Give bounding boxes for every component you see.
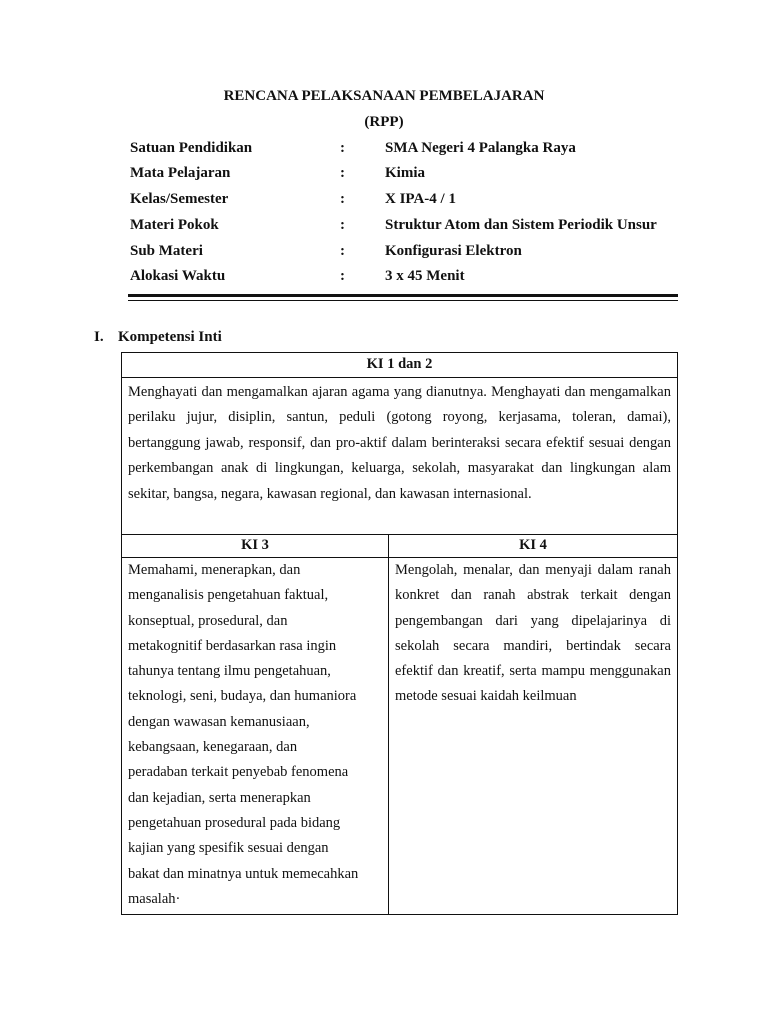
ki3-line: kajian yang spesifik sesuai dengan <box>128 840 329 857</box>
identity-value: Kimia <box>385 165 425 181</box>
document-title: RENCANA PELAKSANAAN PEMBELAJARAN <box>223 88 545 104</box>
ki3-line: Memahami, menerapkan, dan <box>128 562 301 578</box>
section-heading-kompetensi-inti <box>94 327 222 347</box>
ki3-line: teknologi, seni, budaya, dan humaniora <box>128 688 357 705</box>
ki3-line: menganalisis pengetahuan faktual, <box>128 587 329 604</box>
section-number: I. <box>94 329 104 345</box>
ki3-line: konseptual, prosedural, dan <box>128 612 288 629</box>
identity-colon: : <box>340 140 345 156</box>
ki3-line: peradaban terkait penyebab fenomena <box>128 764 349 781</box>
identity-row-materi-pokok <box>0 214 768 236</box>
ki3-line: masalah· <box>128 890 181 907</box>
identity-row-kelas-semester <box>0 188 768 210</box>
ki3-line: pengetahuan prosedural pada bidang <box>128 814 341 831</box>
identity-colon: : <box>340 165 345 181</box>
identity-label: Alokasi Waktu <box>130 268 226 284</box>
section-title: Kompetensi Inti <box>118 329 222 345</box>
identity-row-sub-materi <box>0 240 768 262</box>
ki3-line: tahunya tentang ilmu pengetahuan, <box>128 663 331 680</box>
table-row <box>122 353 678 378</box>
document-subtitle: (RPP) <box>364 114 404 130</box>
identity-colon: : <box>340 217 345 233</box>
ki3-line: kebangsaan, kenegaraan, dan <box>128 739 298 756</box>
table-row <box>122 378 678 535</box>
identity-value: X IPA-4 / 1 <box>385 191 456 207</box>
ki3-line: dengan wawasan kemanusiaan, <box>128 713 310 730</box>
ki3-line: dan kejadian, serta menerapkan <box>128 789 311 806</box>
ki12-header: KI 1 dan 2 <box>122 353 678 378</box>
table-row <box>122 535 678 558</box>
identity-colon: : <box>340 268 345 284</box>
header-divider-thick <box>128 294 678 297</box>
kompetensi-inti-table <box>121 352 678 915</box>
identity-row-alokasi-waktu <box>0 265 768 287</box>
identity-value: Konfigurasi Elektron <box>385 243 522 259</box>
identity-colon: : <box>340 191 345 207</box>
ki12-description: Menghayati dan mengamalkan ajaran agama yang dianutnya. Menghayati dan mengamalkan perilaku jujur, disiplin, santun, peduli (gotong royong, kerjasama, toleran, damai), bertanggung jawab, responsif, dan pro-aktif dalam berinteraksi secara efektif sesuai dengan perkembangan anak di lingkungan, keluarga, sekolah, masyarakat dan lingkungan alam sekitar, bangsa, negara, kawasan regional, dan kawasan internasional. <box>122 378 678 535</box>
identity-label: Kelas/Semester <box>130 191 229 207</box>
ki3-line: bakat dan minatnya untuk memecahkan <box>128 865 359 882</box>
identity-label: Satuan Pendidikan <box>130 140 253 156</box>
header-divider-thin <box>128 300 678 301</box>
ki3-header: KI 3 <box>122 535 389 558</box>
identity-value: Struktur Atom dan Sistem Periodik Unsur <box>385 217 657 233</box>
identity-row-mata-pelajaran <box>0 162 768 184</box>
ki4-header: KI 4 <box>389 535 678 558</box>
ki3-description <box>122 558 389 915</box>
identity-row-satuan-pendidikan <box>0 137 768 159</box>
identity-label: Mata Pelajaran <box>130 165 231 181</box>
ki4-description: Mengolah, menalar, dan menyaji dalam ranah konkret dan ranah abstrak terkait dengan pengembangan dari yang dipelajarinya di sekolah secara mandiri, bertindak secara efektif dan kreatif, serta mampu menggunakan metode sesuai kaidah keilmuan <box>389 558 678 915</box>
identity-value: SMA Negeri 4 Palangka Raya <box>385 140 576 156</box>
identity-label: Sub Materi <box>130 243 203 259</box>
identity-label: Materi Pokok <box>130 217 219 233</box>
identity-value: 3 x 45 Menit <box>385 268 465 284</box>
ki3-line: metakognitif berdasarkan rasa ingin <box>128 637 337 654</box>
identity-colon: : <box>340 243 345 259</box>
table-row <box>122 558 678 915</box>
